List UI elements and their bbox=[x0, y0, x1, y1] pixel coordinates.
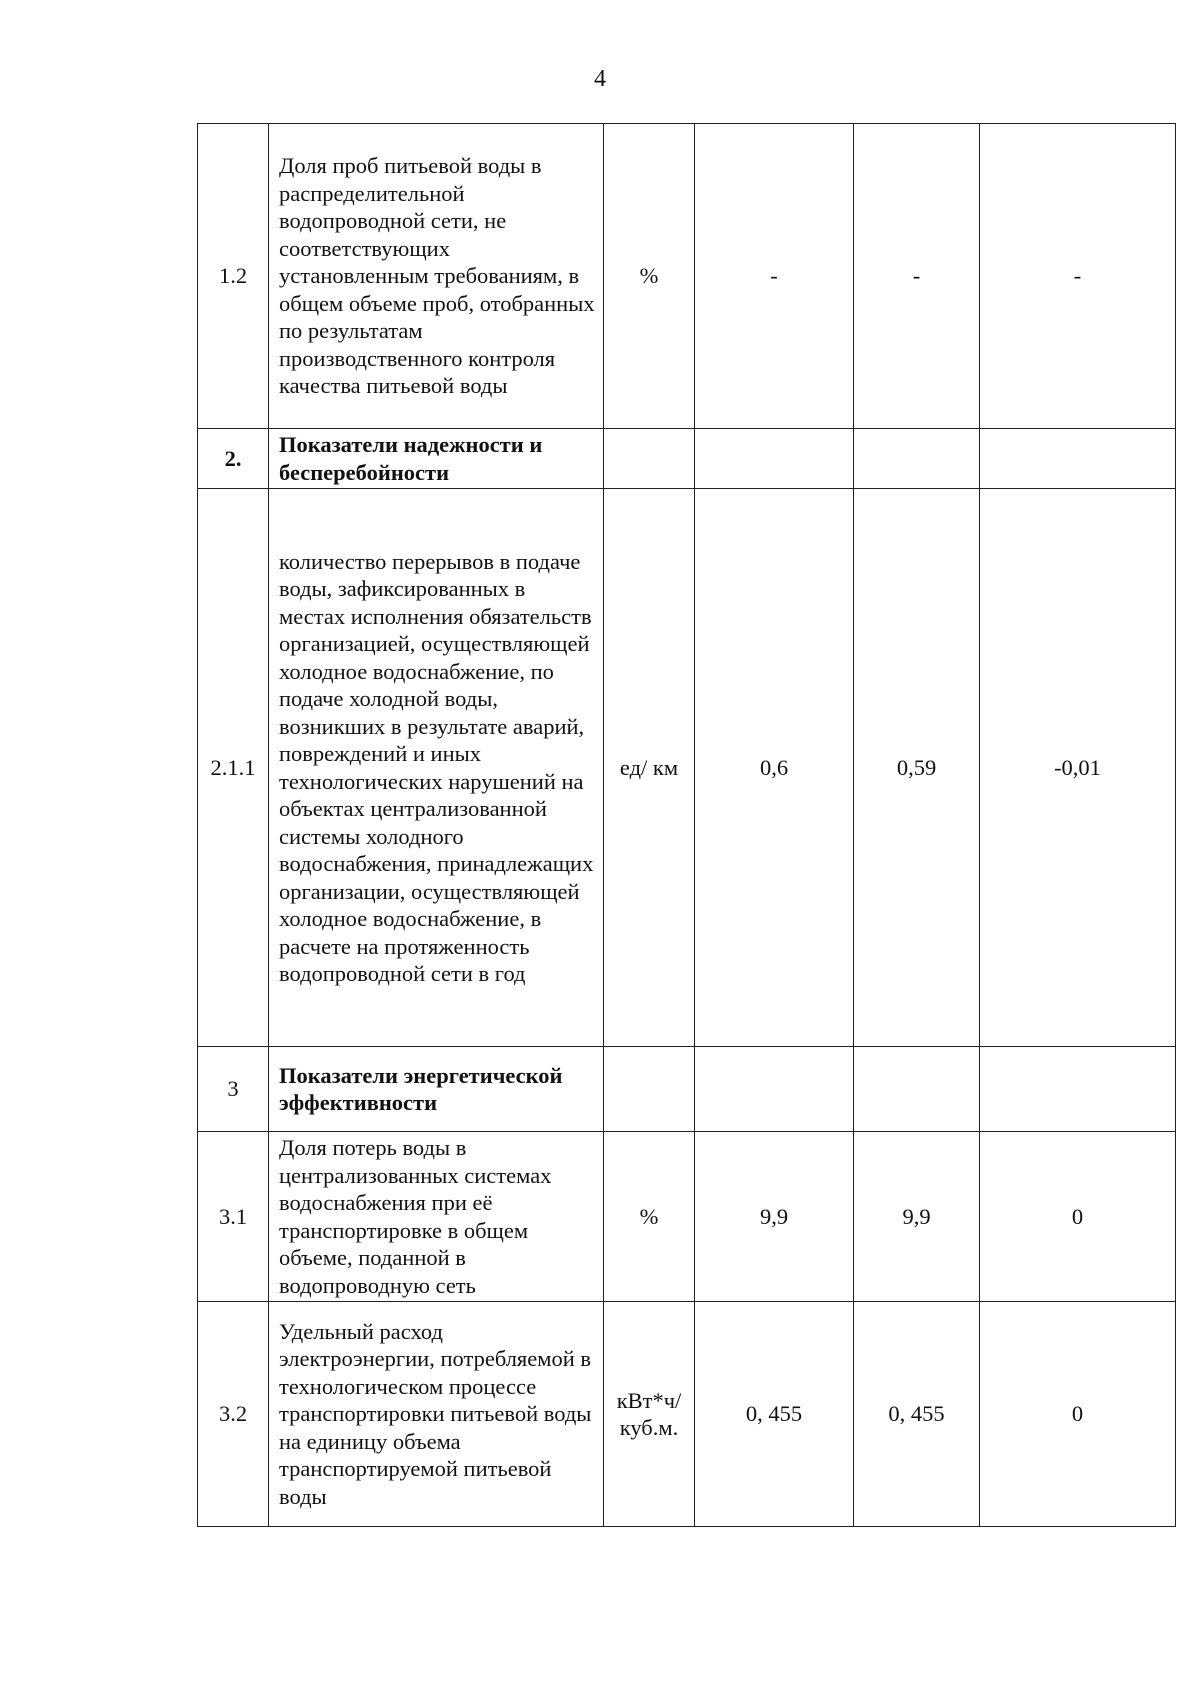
indicator-name: Доля проб питьевой воды в распределительной водопроводной сети, не соответствующих установленным требованиям, в общем объеме проб, отобранных по результатам производственного контроля качества питьевой воды bbox=[269, 124, 604, 429]
value-cell: 0,6 bbox=[695, 489, 854, 1047]
value-cell bbox=[695, 429, 854, 489]
value-cell bbox=[854, 1047, 980, 1132]
value-cell: -0,01 bbox=[980, 489, 1176, 1047]
value-cell: - bbox=[980, 124, 1176, 429]
value-cell: 9,9 bbox=[854, 1132, 980, 1302]
value-cell: 0 bbox=[980, 1132, 1176, 1302]
unit-cell bbox=[604, 429, 695, 489]
value-cell: 9,9 bbox=[695, 1132, 854, 1302]
value-cell: - bbox=[854, 124, 980, 429]
row-number: 1.2 bbox=[198, 124, 269, 429]
table-row bbox=[198, 489, 1176, 1047]
indicator-name: количество перерывов в подаче воды, зафиксированных в местах исполнения обязательств организацией, осуществляющей холодное водоснабжение, по подаче холодной воды, возникших в результате аварий, повреждений и иных технологических нарушений на объектах централизованной системы холодного водоснабжения, принадлежащих организации, осуществляющей холодное водоснабжение, в расчете на протяженность водопроводной сети в год bbox=[269, 489, 604, 1047]
value-cell: 0,59 bbox=[854, 489, 980, 1047]
unit-cell: кВт*ч/ куб.м. bbox=[604, 1302, 695, 1527]
section-heading: Показатели энергетической эффективности bbox=[269, 1047, 604, 1132]
section-row bbox=[198, 429, 1176, 489]
indicator-name: Удельный расход электроэнергии, потребляемой в технологическом процессе транспортировки питьевой воды на единицу объема транспортируемой питьевой воды bbox=[269, 1302, 604, 1527]
value-cell bbox=[854, 429, 980, 489]
row-number: 3 bbox=[198, 1047, 269, 1132]
unit-cell bbox=[604, 1047, 695, 1132]
page-number: 4 bbox=[594, 66, 606, 92]
value-cell: 0 bbox=[980, 1302, 1176, 1527]
value-cell: 0, 455 bbox=[854, 1302, 980, 1527]
value-cell bbox=[980, 429, 1176, 489]
table-row bbox=[198, 1132, 1176, 1302]
section-row bbox=[198, 1047, 1176, 1132]
value-cell: 0, 455 bbox=[695, 1302, 854, 1527]
unit-cell: ед/ км bbox=[604, 489, 695, 1047]
row-number: 3.2 bbox=[198, 1302, 269, 1527]
row-number: 2.1.1 bbox=[198, 489, 269, 1047]
section-heading: Показатели надежности и бесперебойности bbox=[269, 429, 604, 489]
value-cell: - bbox=[695, 124, 854, 429]
unit-cell: % bbox=[604, 124, 695, 429]
row-number: 3.1 bbox=[198, 1132, 269, 1302]
value-cell bbox=[695, 1047, 854, 1132]
indicator-name: Доля потерь воды в централизованных системах водоснабжения при её транспортировке в общем объеме, поданной в водопроводную сеть bbox=[269, 1132, 604, 1302]
indicators-table bbox=[197, 123, 1176, 1527]
value-cell bbox=[980, 1047, 1176, 1132]
row-number: 2. bbox=[198, 429, 269, 489]
table-row bbox=[198, 1302, 1176, 1527]
table-row bbox=[198, 124, 1176, 429]
unit-cell: % bbox=[604, 1132, 695, 1302]
